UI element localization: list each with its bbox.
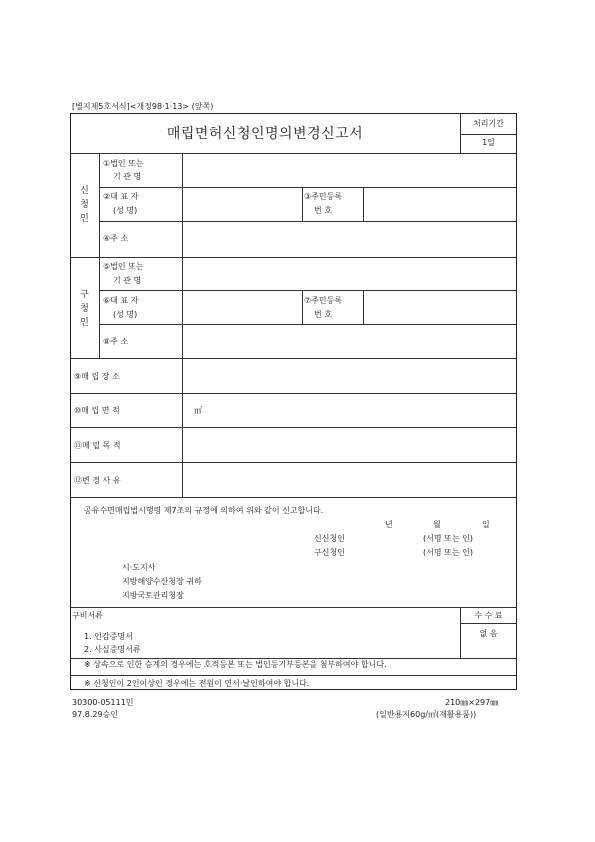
divider bbox=[460, 113, 461, 153]
site-field[interactable] bbox=[183, 359, 516, 393]
fee-value: 없 음 bbox=[479, 629, 498, 638]
documents-label: 구비서류 bbox=[72, 611, 103, 620]
previous-reg-no-label-1: ⑦주민등록 bbox=[304, 296, 343, 305]
applicant-reg-no-field[interactable] bbox=[364, 188, 516, 220]
approval-date: 97.8.29승인 bbox=[72, 710, 118, 719]
area-label: ⑩매 립 면 적 bbox=[74, 406, 120, 415]
divider bbox=[460, 623, 517, 624]
form-number: [별지제5호서식]<개정98·1·13> (앞쪽) bbox=[72, 102, 214, 111]
document-note-1: ※ 상속으로 인한 승계의 경우에는 호적등본 또는 법인등기부등본을 첨부하여야 합니다. bbox=[84, 660, 387, 669]
divider bbox=[302, 187, 303, 221]
divider bbox=[302, 290, 303, 324]
previous-reg-no-field[interactable] bbox=[364, 291, 516, 323]
applicant-address-label: ④주 소 bbox=[103, 234, 129, 243]
applicant-corp-name-label-2: 기 관 명 bbox=[113, 172, 142, 181]
reason-field[interactable] bbox=[183, 463, 516, 496]
previous-corp-name-field[interactable] bbox=[183, 258, 516, 290]
paper-size: 210㎜×297㎜ bbox=[445, 698, 499, 707]
processing-value: 1일 bbox=[482, 138, 495, 147]
document-item-2: 2. 사실증명서류 bbox=[84, 645, 141, 654]
applicant-corp-name-label-1: ①법인 또는 bbox=[103, 159, 144, 168]
previous-reg-no-label-2: 번 호 bbox=[314, 310, 332, 319]
purpose-field[interactable] bbox=[183, 428, 516, 462]
paper-type: (일반용지60g/㎡(재활용품)) bbox=[376, 710, 477, 719]
area-field[interactable] bbox=[183, 394, 516, 427]
divider bbox=[70, 675, 517, 676]
previous-address-field[interactable] bbox=[183, 325, 516, 358]
document-item-1: 1. 인감증명서 bbox=[84, 632, 133, 641]
old-applicant-sign: (서명 또는 인) bbox=[423, 548, 473, 557]
applicant-rep-label-2: (성 명) bbox=[113, 206, 138, 215]
site-label: ⑨매 립 장 소 bbox=[74, 372, 120, 381]
previous-corp-name-label-2: 기 관 명 bbox=[113, 276, 142, 285]
applicant-corp-name-field[interactable] bbox=[183, 154, 516, 186]
declaration-month: 월 bbox=[433, 520, 441, 529]
applicant-address-field[interactable] bbox=[183, 222, 516, 256]
page-title: 매립면허신청인명의변경신고서 bbox=[166, 126, 364, 142]
applicant-rep-label-1: ②대 표 자 bbox=[103, 192, 139, 201]
applicant-reg-no-label-1: ③주민등록 bbox=[304, 192, 343, 201]
declaration-year: 년 bbox=[385, 520, 393, 529]
previous-rep-field[interactable] bbox=[183, 291, 302, 323]
applicant-rep-field[interactable] bbox=[183, 188, 302, 220]
declaration-day: 일 bbox=[482, 520, 490, 529]
divider bbox=[70, 607, 517, 608]
previous-corp-name-label-1: ⑤법인 또는 bbox=[103, 262, 144, 271]
recipient-2: 지방해양수산청장 귀하 bbox=[122, 577, 202, 586]
document-note-2: ※ 신청인이 2인이상인 경우에는 전원이 연서·날인하여야 합니다. bbox=[84, 679, 310, 688]
applicant-group-label: 신 청 인 bbox=[80, 186, 89, 224]
purpose-label: ⑪매 립 목 적 bbox=[74, 441, 121, 450]
previous-rep-label-1: ⑥대 표 자 bbox=[103, 296, 139, 305]
fee-label: 수 수 료 bbox=[474, 611, 503, 620]
processing-label: 처리기간 bbox=[473, 119, 504, 128]
previous-address-label: ⑧주 소 bbox=[103, 337, 129, 346]
divider bbox=[70, 497, 517, 498]
divider bbox=[99, 153, 100, 358]
recipient-1: 시·도지사 bbox=[122, 563, 156, 572]
recipient-3: 지방국토관리청장 bbox=[122, 591, 184, 600]
previous-rep-label-2: (성 명) bbox=[113, 310, 138, 319]
reason-label: ⑫변 경 사 유 bbox=[74, 476, 121, 485]
new-applicant-sign: (서명 또는 인) bbox=[423, 534, 473, 543]
previous-group-label: 구 청 인 bbox=[80, 290, 89, 328]
divider bbox=[460, 134, 517, 135]
form-code: 30300-05111민 bbox=[72, 698, 134, 707]
declaration-statement: 공유수면매립법시행령 제7조의 규정에 의하여 위와 같이 신고합니다. bbox=[84, 506, 324, 515]
divider bbox=[70, 658, 517, 659]
applicant-reg-no-label-2: 번 호 bbox=[314, 206, 332, 215]
new-applicant-label: 신신청인 bbox=[314, 534, 345, 543]
old-applicant-label: 구신청인 bbox=[314, 548, 345, 557]
area-unit: ㎡ bbox=[194, 406, 202, 415]
